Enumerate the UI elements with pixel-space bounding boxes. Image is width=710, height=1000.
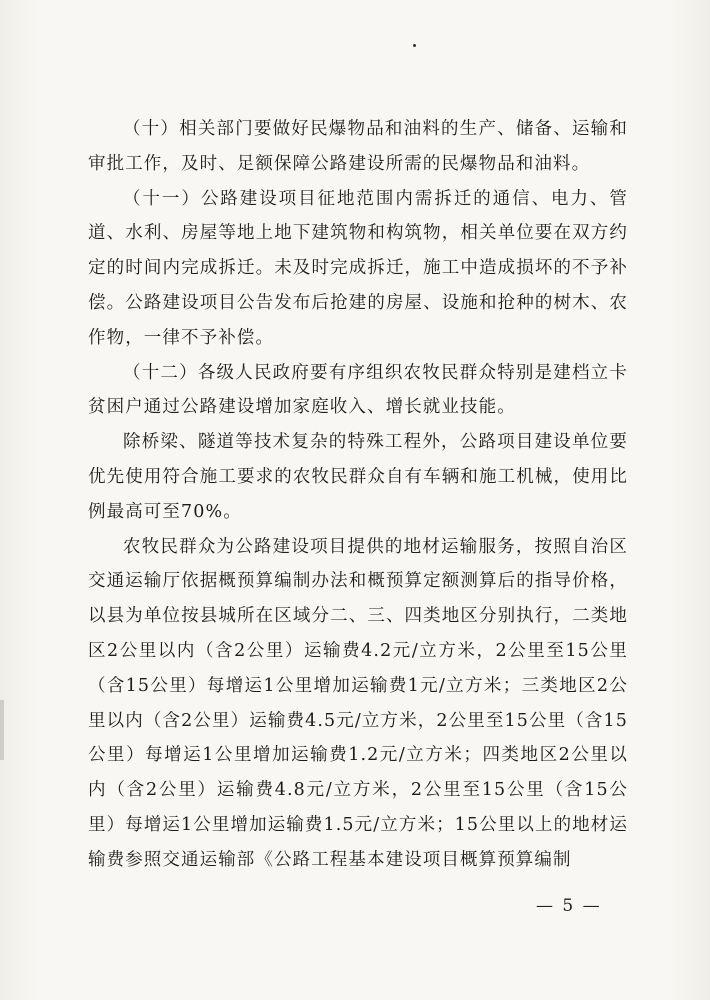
- page-number: — 5 —: [536, 896, 602, 916]
- scan-speck: [413, 44, 416, 47]
- scan-edge-mark: [0, 700, 4, 760]
- paragraph-transport-fees: 农牧民群众为公路建设项目提供的地材运输服务，按照自治区交通运输厅依据概预算编制办法和概预算定额测算后的指导价格，以县为单位按县城所在区域分二、三、四类地区分别执行，二类地区2公里以内（含2公里）运输费4.2元/立方米，2公里至15公里（含15公里）每增运1公里增加运输费1元/立方米；三类地区2公里以内（含2公里）运输费4.5元/立方米，2公里至15公里（含15公里）每增运1公里增加运输费1.2元/立方米；四类地区2公里以内（含2公里）运输费4.8元/立方米，2公里至15公里（含15公里）每增运1公里增加运输费1.5元/立方米；15公里以上的地材运输费参照交通运输部《公路工程基本建设项目概算预算编制: [88, 536, 628, 870]
- paragraph-10: （十）相关部门要做好民爆物品和油料的生产、储备、运输和审批工作，及时、足额保障公路建设所需的民爆物品和油料。: [88, 119, 628, 174]
- body-text: [88, 112, 628, 878]
- paragraph-12: （十二）各级人民政府要有序组织农牧民群众特别是建档立卡贫困户通过公路建设增加家庭收入、增长就业技能。: [88, 362, 628, 418]
- paragraph-11: （十一）公路建设项目征地范围内需拆迁的通信、电力、管道、水利、房屋等地上地下建筑物和构筑物，相关单位要在双方约定的时间内完成拆迁。未及时完成拆迁，施工中造成损坏的不予补偿。公路建设项目公告发布后抢建的房屋、设施和抢种的树木、农作物，一律不予补偿。: [88, 188, 628, 348]
- paragraph-vehicles: 除桥梁、隧道等技术复杂的特殊工程外，公路项目建设单位要优先使用符合施工要求的农牧民群众自有车辆和施工机械，使用比例最高可至70%。: [88, 432, 628, 522]
